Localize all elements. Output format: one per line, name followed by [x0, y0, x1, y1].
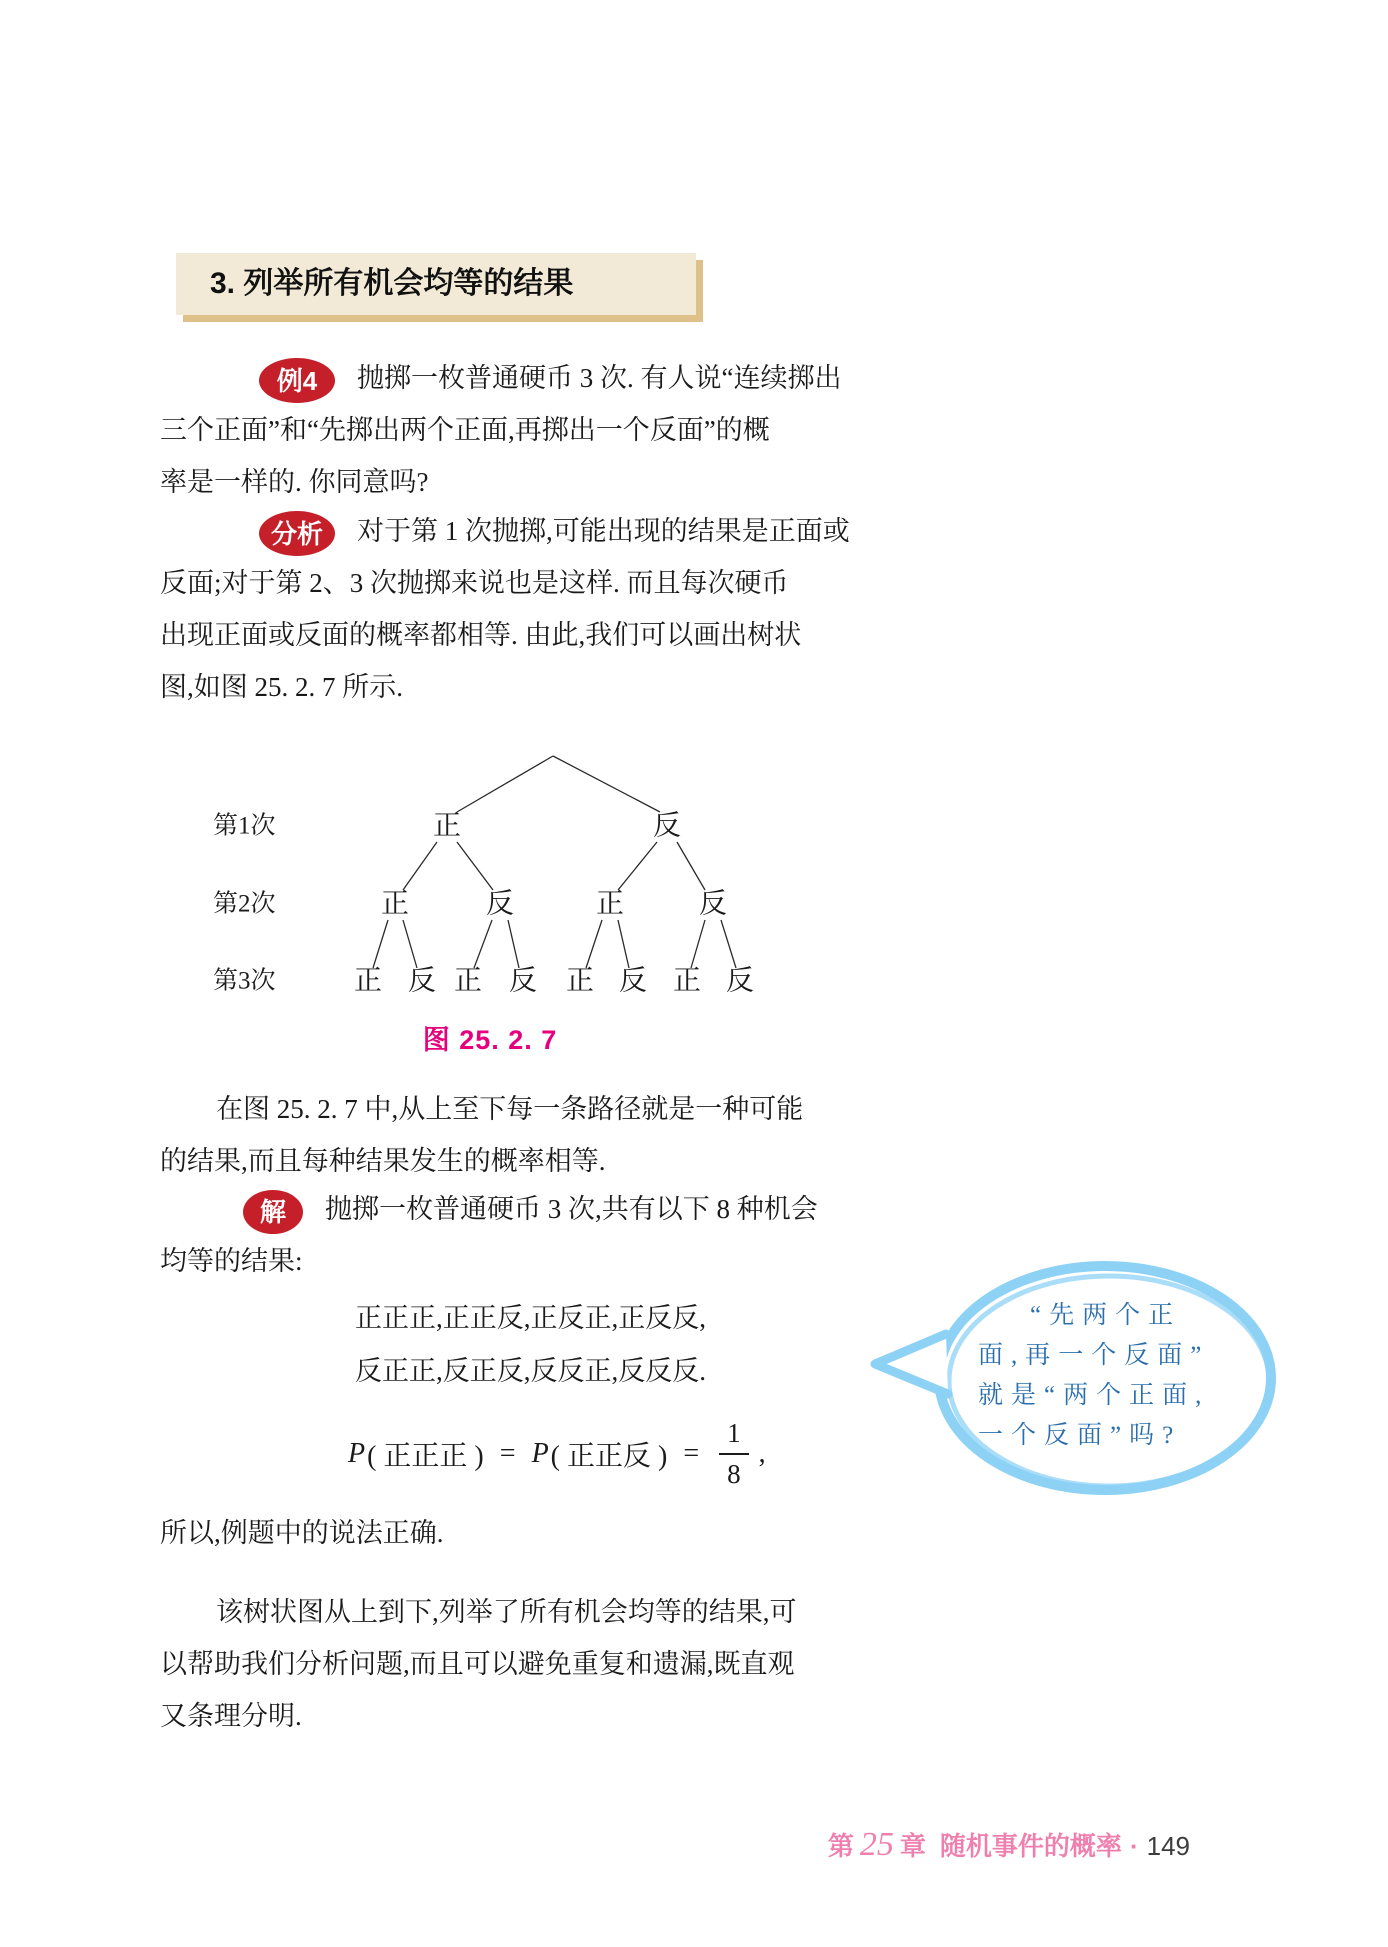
formula-arg2: ( 正正反 ) — [550, 1441, 668, 1472]
example-badge: 例4 — [259, 358, 335, 403]
after-figure-line-2: 的结果,而且每种结果发生的概率相等. — [160, 1146, 606, 1176]
tree-node-l2-2: 反 — [485, 888, 515, 920]
example-line-2: 三个正面”和“先掷出两个正面,再掷出一个反面”的概 — [160, 415, 770, 445]
section-header — [176, 253, 696, 315]
footer-chapter-title: 随机事件的概率 — [939, 1831, 1122, 1861]
tree-diagram-svg — [180, 740, 800, 1030]
after-figure-paragraph — [160, 1083, 808, 1187]
tree-node-l1-2: 反 — [652, 810, 682, 842]
formula-eq1: = — [499, 1438, 516, 1469]
analysis-line-1 — [160, 505, 850, 557]
solution-line-1 — [160, 1183, 818, 1235]
formula-eq2: = — [683, 1438, 700, 1469]
tree-node-l3-5: 正 — [565, 965, 595, 997]
tree-row-label-2: 第2次 — [213, 890, 276, 918]
section-header-text: 3. 列举所有机会均等的结果 — [210, 267, 574, 300]
tree-node-l3-6: 反 — [618, 965, 648, 997]
tree-node-l1-1: 正 — [432, 810, 462, 842]
analysis-paragraph — [160, 505, 850, 713]
tree-node-l3-2: 反 — [407, 965, 437, 997]
bubble-text — [978, 1296, 1258, 1456]
tree-edges — [373, 756, 736, 968]
tree-row-label-3: 第3次 — [213, 967, 276, 995]
outcomes-list — [355, 1292, 706, 1398]
closing-line-2: 以帮助我们分析问题,而且可以避免重复和遗漏,既直观 — [160, 1649, 795, 1679]
closing-paragraph — [160, 1586, 808, 1742]
after-figure-line-1: 在图 25. 2. 7 中,从上至下每一条路径就是一种可能 — [216, 1094, 804, 1124]
analysis-line-3: 出现正面或反面的概率都相等. 由此,我们可以画出树状 — [160, 620, 802, 650]
conclusion-line: 所以,例题中的说法正确. — [160, 1518, 444, 1548]
tree-node-l3-3: 正 — [453, 965, 483, 997]
outcomes-line-1: 正正正,正正反,正反正,正反反, — [355, 1303, 706, 1333]
formula-p1: P — [348, 1438, 366, 1469]
solution-line-2: 均等的结果: — [160, 1246, 303, 1276]
closing-line-3: 又条理分明. — [160, 1701, 302, 1731]
conclusion-paragraph — [160, 1507, 808, 1559]
analysis-badge: 分析 — [259, 511, 335, 556]
footer-chapter-suffix: 章 — [899, 1831, 926, 1861]
formula-p2: P — [531, 1438, 549, 1469]
outcomes-line-2: 反正正,反正反,反反正,反反反. — [355, 1356, 706, 1386]
bubble-tail — [875, 1334, 948, 1394]
footer-page-number: 149 — [1146, 1831, 1190, 1861]
tree-node-l3-8: 反 — [725, 965, 755, 997]
tree-node-l3-4: 反 — [508, 965, 538, 997]
formula-arg1: ( 正正正 ) — [367, 1441, 484, 1472]
tree-diagram-figure — [180, 740, 800, 1030]
example-line-1-text: 抛掷一枚普通硬币 3 次. 有人说“连续掷出 — [357, 363, 842, 393]
tree-node-l3-1: 正 — [353, 965, 383, 997]
solution-line-1-text: 抛掷一枚普通硬币 3 次,共有以下 8 种机会 — [325, 1194, 818, 1224]
tree-row-label-1: 第1次 — [213, 812, 276, 840]
analysis-line-1-text: 对于第 1 次抛掷,可能出现的结果是正面或 — [357, 516, 850, 546]
bubble-line-1: “先两个正 — [1030, 1302, 1182, 1329]
fraction-denominator: 8 — [727, 1459, 741, 1489]
closing-line-1: 该树状图从上到下,列举了所有机会均等的结果,可 — [216, 1597, 797, 1627]
fraction-numerator: 1 — [719, 1418, 749, 1455]
footer-chapter-number: 25 — [859, 1826, 894, 1863]
figure-caption: 图 25. 2. 7 — [422, 1025, 558, 1055]
example-line-1 — [160, 352, 842, 404]
example-paragraph — [160, 352, 842, 508]
analysis-line-2: 反面;对于第 2、3 次抛掷来说也是这样. 而且每次硬币 — [160, 568, 789, 598]
fraction-one-eighth — [719, 1418, 749, 1490]
bubble-line-2: 面,再一个反面” — [978, 1342, 1210, 1369]
bubble-line-4: 一个反面”吗? — [978, 1422, 1182, 1449]
analysis-line-4: 图,如图 25. 2. 7 所示. — [160, 672, 403, 702]
probability-formula — [348, 1408, 766, 1500]
tree-node-l2-4: 反 — [698, 888, 728, 920]
footer-separator: · — [1129, 1831, 1139, 1861]
solution-badge: 解 — [243, 1190, 303, 1234]
formula-tail-comma: , — [758, 1438, 766, 1469]
footer-chapter-prefix: 第 — [827, 1831, 854, 1861]
page-footer — [660, 1826, 1190, 1864]
tree-node-l2-1: 正 — [380, 888, 410, 920]
solution-paragraph — [160, 1183, 818, 1287]
tree-node-l3-7: 正 — [672, 965, 702, 997]
tree-node-l2-3: 正 — [595, 888, 625, 920]
bubble-line-3: 就是“两个正面, — [978, 1382, 1210, 1409]
example-line-3: 率是一样的. 你同意吗? — [160, 467, 429, 497]
